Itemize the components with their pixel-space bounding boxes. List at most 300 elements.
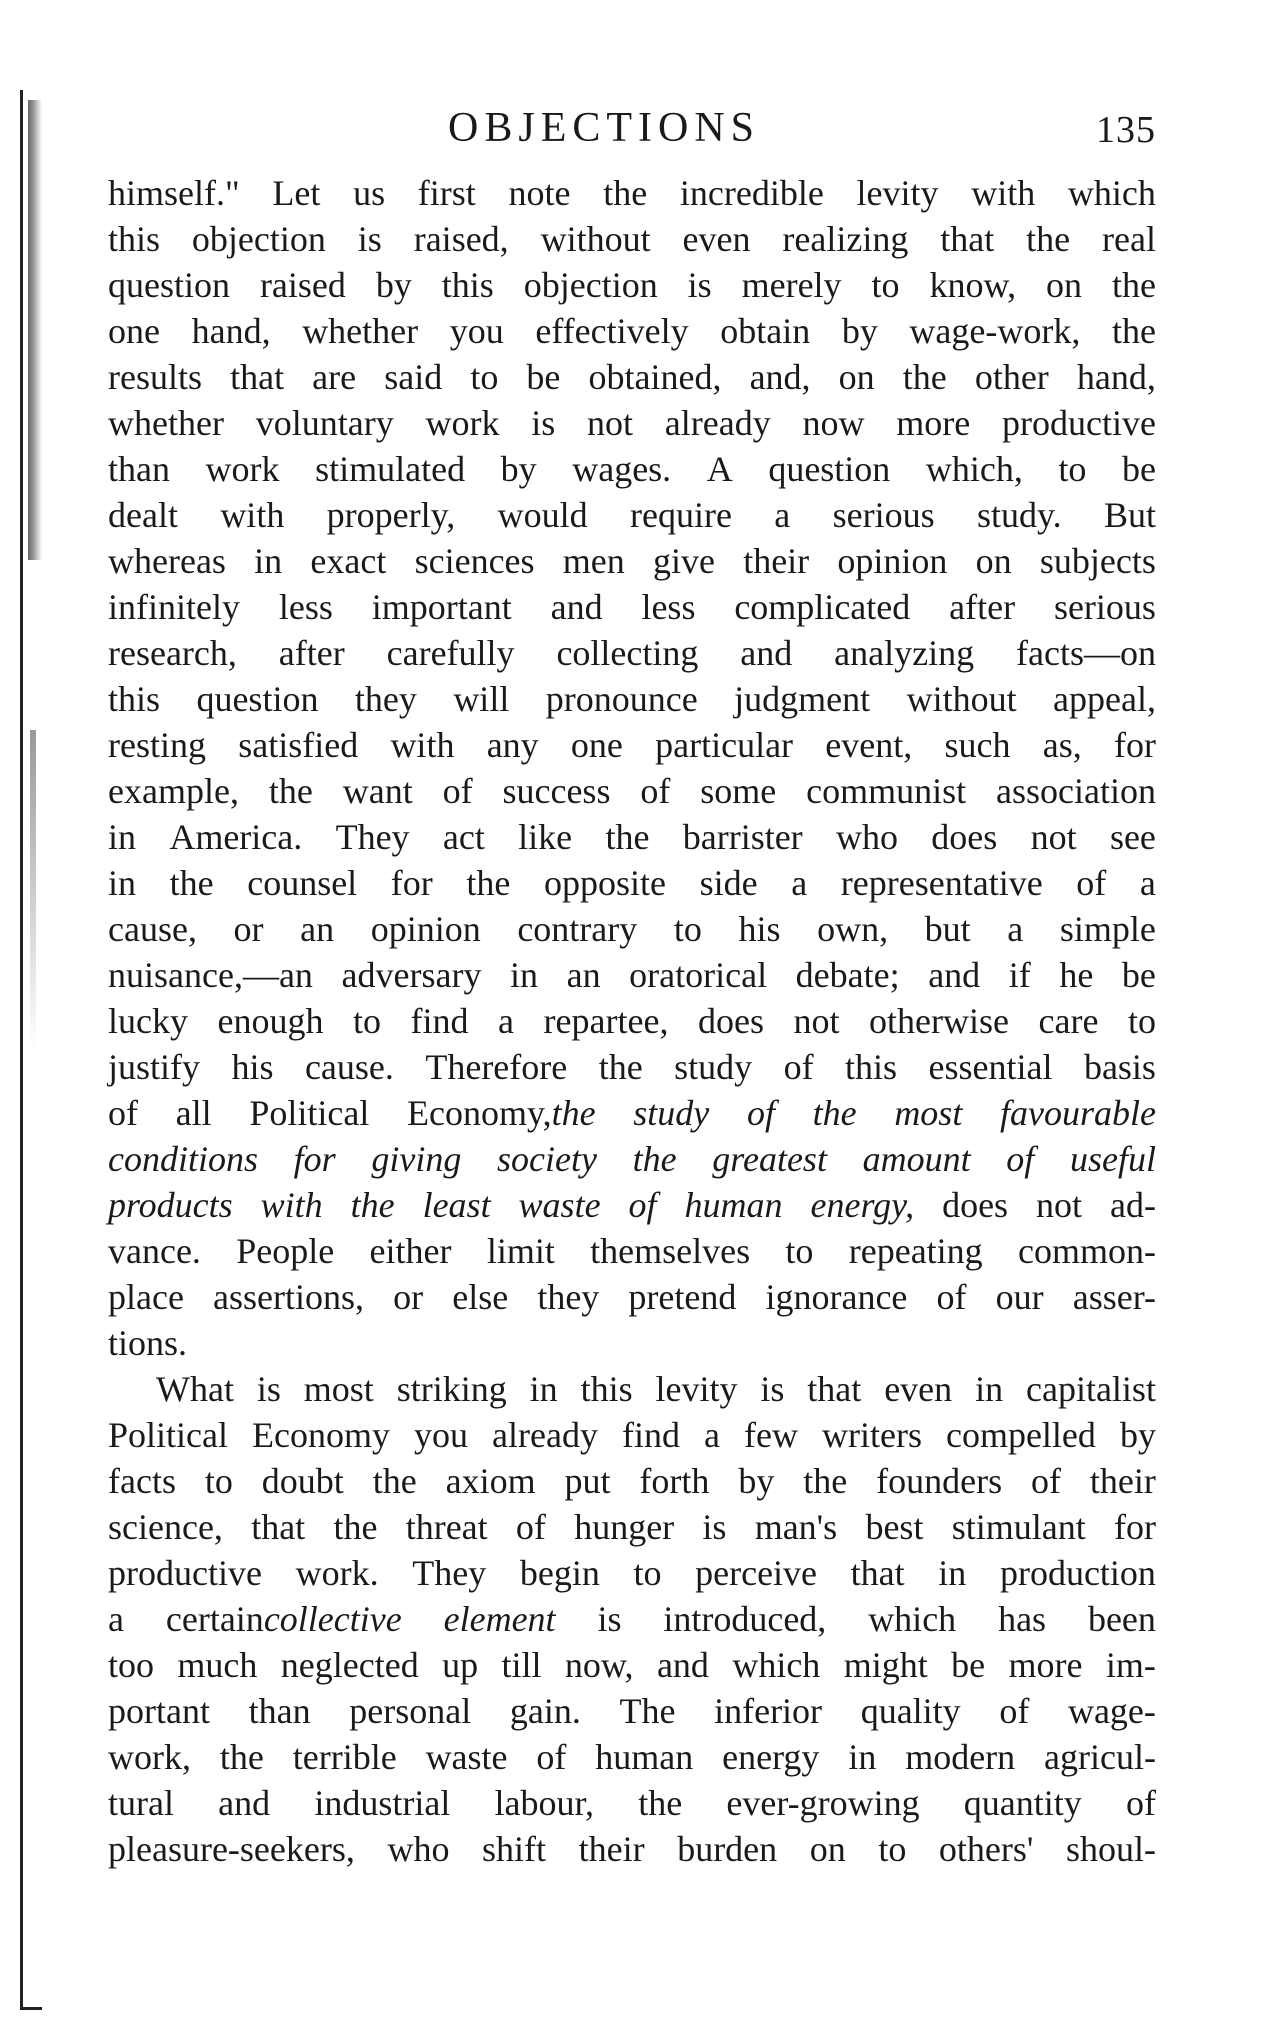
word: repeating [848, 1231, 983, 1271]
paragraph [108, 1366, 1156, 1872]
word: one [570, 725, 623, 765]
word: care [1038, 1001, 1099, 1041]
word: of [999, 1691, 1030, 1731]
word: if [1008, 955, 1031, 995]
word: on [809, 1829, 846, 1869]
word: raised [259, 265, 346, 305]
text-line [108, 170, 1156, 216]
word: is [531, 403, 556, 443]
word: else [452, 1277, 509, 1317]
word: which [732, 1645, 821, 1685]
word: opinion [837, 541, 948, 581]
word: quality [860, 1691, 961, 1731]
word: particular [655, 725, 794, 765]
word: on [975, 541, 1012, 581]
word: not [1030, 817, 1077, 857]
word: element [443, 1599, 556, 1639]
word: forth [639, 1461, 710, 1501]
binding-edge [20, 90, 50, 2010]
word: now [802, 403, 865, 443]
word: be [526, 357, 561, 397]
word: that [230, 357, 285, 397]
word: modern [905, 1737, 1016, 1777]
word: portant [108, 1691, 210, 1731]
word: counsel [247, 863, 358, 903]
word: in [848, 1737, 877, 1777]
word: all [175, 1093, 212, 1133]
text-line [108, 1826, 1156, 1872]
word: of [746, 1093, 775, 1133]
word: note [508, 173, 571, 213]
word: does [942, 1185, 1009, 1225]
word: already [664, 403, 771, 443]
word: satisfied [238, 725, 359, 765]
word: association [996, 771, 1156, 811]
word: essential [928, 1047, 1053, 1087]
word: of [640, 771, 671, 811]
text-line [108, 584, 1156, 630]
word: to [673, 909, 702, 949]
text-line [108, 1734, 1156, 1780]
word: facts [108, 1461, 176, 1501]
word: for [293, 1139, 336, 1179]
word: our [995, 1277, 1044, 1317]
word: is [702, 1507, 727, 1547]
word: stimulant [951, 1507, 1086, 1547]
word: even [884, 1369, 953, 1409]
word: that [850, 1553, 905, 1593]
word: hand, [1076, 357, 1156, 397]
word: success [502, 771, 611, 811]
word: merely [741, 265, 842, 305]
word: to [1127, 1001, 1156, 1041]
word: repartee, [543, 1001, 669, 1041]
word: of [515, 1507, 546, 1547]
word: giving [371, 1139, 462, 1179]
word: either [369, 1231, 452, 1271]
word: to [204, 1461, 233, 1501]
text-line [108, 1274, 1156, 1320]
word: would [497, 495, 588, 535]
word: the [1111, 311, 1156, 351]
word: What [156, 1369, 234, 1409]
word: in [108, 863, 137, 903]
word: properly, [326, 495, 456, 535]
text-line [108, 1044, 1156, 1090]
word: as, [1042, 725, 1082, 765]
word: like [518, 817, 573, 857]
word: after [278, 633, 345, 673]
word: is [687, 265, 712, 305]
word: the [902, 357, 947, 397]
word: industrial [314, 1783, 451, 1823]
binding-shadow-lower [30, 730, 36, 1050]
word: been [1087, 1599, 1156, 1639]
word: but [924, 909, 971, 949]
text-line [108, 354, 1156, 400]
text-line [108, 860, 1156, 906]
word: pretend [628, 1277, 737, 1317]
word: a [791, 863, 808, 903]
word: this [845, 1047, 898, 1087]
word: research, [108, 633, 237, 673]
word: whether [302, 311, 419, 351]
word: this [441, 265, 494, 305]
word: the [603, 173, 648, 213]
word: study. [976, 495, 1062, 535]
word: incredible [679, 173, 824, 213]
word: human [595, 1737, 694, 1777]
word: this [108, 679, 161, 719]
word: with [220, 495, 285, 535]
word: the [372, 1461, 417, 1501]
word: men [562, 541, 625, 581]
word: cause. [304, 1047, 394, 1087]
word: work [425, 403, 500, 443]
word: greatest [712, 1139, 827, 1179]
word: lucky [108, 1001, 188, 1041]
word: of [1125, 1783, 1156, 1823]
word: im- [1105, 1645, 1156, 1685]
word: said [384, 357, 443, 397]
word: be [1122, 449, 1156, 489]
word: in [938, 1553, 967, 1593]
word: whereas [108, 541, 226, 581]
word: shift [482, 1829, 547, 1869]
word: sciences [414, 541, 535, 581]
word: certaincollective [165, 1599, 402, 1639]
text-line [108, 1412, 1156, 1458]
word: to [633, 1553, 662, 1593]
word: of [1076, 863, 1107, 903]
word: simple [1059, 909, 1156, 949]
word: complicated [734, 587, 911, 627]
text-line [108, 1458, 1156, 1504]
word: with [390, 725, 455, 765]
word: you [414, 1415, 469, 1455]
word: science, [108, 1507, 223, 1547]
text-line [108, 768, 1156, 814]
text-line [108, 492, 1156, 538]
text-line [108, 906, 1156, 952]
word: and [928, 955, 981, 995]
word: himself." [108, 173, 240, 213]
word: burden [677, 1829, 778, 1869]
word: barrister [682, 817, 803, 857]
word: a [704, 1415, 720, 1455]
word: study [674, 1047, 753, 1087]
word: has [998, 1599, 1047, 1639]
word: to [353, 1001, 382, 1041]
text-line [108, 400, 1156, 446]
word: by [841, 311, 878, 351]
word: by [500, 449, 537, 489]
word: their [578, 1829, 645, 1869]
word: and [740, 633, 793, 673]
text-line [108, 1320, 1156, 1366]
word: give [652, 541, 715, 581]
word: and [218, 1783, 271, 1823]
word: They [335, 817, 410, 857]
word: side [699, 863, 758, 903]
word: the [812, 1093, 857, 1133]
word: assertions, [213, 1277, 365, 1317]
word: People [236, 1231, 335, 1271]
word: with [971, 173, 1036, 213]
word: study [633, 1093, 710, 1133]
word: personal [349, 1691, 472, 1731]
running-head [108, 104, 1156, 154]
word: see [1109, 817, 1156, 857]
word: by [738, 1461, 775, 1501]
word: most [303, 1369, 374, 1409]
word: ad- [1110, 1185, 1156, 1225]
word: is [357, 219, 382, 259]
word: America. [169, 817, 303, 857]
word: the [1111, 265, 1156, 305]
word: than [108, 449, 170, 489]
word: of [536, 1737, 567, 1777]
word: in [975, 1369, 1004, 1409]
word: serious [832, 495, 935, 535]
word: otherwise [869, 1001, 1009, 1041]
word: wage-work, [909, 311, 1081, 351]
word: representative [840, 863, 1043, 903]
word: till [501, 1645, 542, 1685]
word: voluntary [255, 403, 394, 443]
word: or [233, 909, 264, 949]
word: a [108, 1599, 124, 1639]
running-head-title: OBJECTIONS [448, 105, 761, 151]
word: want [342, 771, 413, 811]
word: one [108, 311, 160, 351]
text-line [108, 1596, 1156, 1642]
word: common- [1018, 1231, 1156, 1271]
word: are [312, 357, 357, 397]
word: of [442, 771, 473, 811]
word: productive [108, 1553, 262, 1593]
word: effectively [535, 311, 689, 351]
word: find [410, 1001, 469, 1041]
word: own, [817, 909, 889, 949]
word: few [744, 1415, 798, 1455]
text-line [108, 538, 1156, 584]
text-line [108, 1642, 1156, 1688]
text-line [108, 998, 1156, 1044]
word: shoul- [1065, 1829, 1156, 1869]
word: Economy,the [407, 1093, 596, 1133]
word: founders [876, 1461, 1003, 1501]
word: does [931, 817, 998, 857]
word: waste [518, 1185, 601, 1225]
word: oratorical [629, 955, 768, 995]
word: the [803, 1461, 848, 1501]
word: find [621, 1415, 680, 1455]
word: to [1058, 449, 1087, 489]
word: themselves [590, 1231, 751, 1271]
word: of [108, 1093, 138, 1133]
word: he [1059, 955, 1094, 995]
word: any [486, 725, 539, 765]
text-line [108, 814, 1156, 860]
text-line [108, 1780, 1156, 1826]
word: justify [108, 1047, 201, 1087]
word: us [353, 173, 386, 213]
word: too [108, 1645, 155, 1685]
text-line [108, 308, 1156, 354]
word: labour, [494, 1783, 595, 1823]
word: not [793, 1001, 840, 1041]
word: to [785, 1231, 814, 1271]
word: subjects [1039, 541, 1156, 581]
word: resting [108, 725, 206, 765]
word: wage- [1067, 1691, 1156, 1731]
word: less [278, 587, 333, 627]
word: facts—on [1016, 633, 1156, 673]
word: best [865, 1507, 924, 1547]
word: important [371, 587, 512, 627]
word: in [510, 955, 539, 995]
word: this [108, 219, 161, 259]
word: now, [564, 1645, 634, 1685]
word: compelled [945, 1415, 1096, 1455]
word: with [260, 1185, 323, 1225]
word: be [951, 1645, 986, 1685]
word: quantity [963, 1783, 1082, 1823]
word: and [550, 587, 603, 627]
word: human [684, 1185, 783, 1225]
word: to [470, 357, 499, 397]
word: hand, [191, 311, 271, 351]
text-line [108, 1688, 1156, 1734]
word: products [108, 1185, 233, 1225]
word: that [251, 1507, 306, 1547]
word: event, [825, 725, 913, 765]
word: begin [519, 1553, 600, 1593]
word: serious [1053, 587, 1156, 627]
word: production [999, 1553, 1156, 1593]
word: debate; [795, 955, 900, 995]
word: their [743, 541, 810, 581]
word: the [350, 1185, 395, 1225]
word: adversary [341, 955, 482, 995]
word: the [638, 1783, 683, 1823]
word: which [868, 1599, 957, 1639]
word: without [906, 679, 1017, 719]
word: on [838, 357, 875, 397]
word: Political [249, 1093, 370, 1133]
word: They [412, 1553, 487, 1593]
word: which, [925, 449, 1023, 489]
word: the [169, 863, 214, 903]
word: neglected [280, 1645, 419, 1685]
word: favourable [1000, 1093, 1156, 1133]
word: to [871, 265, 900, 305]
word: much [177, 1645, 258, 1685]
word: Economy [252, 1415, 390, 1455]
word: might [843, 1645, 928, 1685]
word: analyzing [834, 633, 975, 673]
word: hunger [574, 1507, 675, 1547]
word: and, [749, 357, 811, 397]
word: other [974, 357, 1049, 397]
word: capitalist [1025, 1369, 1156, 1409]
word: useful [1069, 1139, 1156, 1179]
word: pronounce [545, 679, 698, 719]
word: a [1139, 863, 1156, 903]
word: who [835, 817, 898, 857]
word: tural [108, 1783, 174, 1823]
word: cause, [108, 909, 197, 949]
word: man's [754, 1507, 838, 1547]
word: more [1008, 1645, 1083, 1685]
body-text [108, 170, 1156, 1872]
word: even [682, 219, 751, 259]
word: by [1119, 1415, 1156, 1455]
paragraph [108, 170, 1156, 1366]
word: nuisance,—an [108, 955, 313, 995]
word: judgment [734, 679, 871, 719]
word: collecting [556, 633, 699, 673]
word: of [783, 1047, 814, 1087]
word: perceive [695, 1553, 818, 1593]
text-line [108, 1090, 1156, 1136]
word: appeal, [1053, 679, 1156, 719]
word: real [1102, 219, 1156, 259]
word: by [375, 265, 412, 305]
text-line [108, 722, 1156, 768]
word: require [629, 495, 732, 535]
word: productive [1002, 403, 1156, 443]
word: in [254, 541, 283, 581]
word: in [529, 1369, 558, 1409]
text-line [108, 216, 1156, 262]
word: work, [108, 1737, 191, 1777]
word: place [108, 1277, 184, 1317]
word: Therefore [425, 1047, 568, 1087]
word: of [1006, 1139, 1035, 1179]
word: of [1030, 1461, 1061, 1501]
word: will [453, 679, 510, 719]
word: opposite [543, 863, 666, 903]
text-line [108, 630, 1156, 676]
binding-rule [20, 90, 23, 2010]
word: that [807, 1369, 862, 1409]
word: objection [523, 265, 658, 305]
page-number: 135 [1096, 109, 1156, 151]
word: without [540, 219, 651, 259]
word: communist [806, 771, 967, 811]
text-line [108, 446, 1156, 492]
word: gain. [509, 1691, 581, 1731]
text-line [108, 262, 1156, 308]
word: ignorance [765, 1277, 908, 1317]
word: Political [108, 1415, 228, 1455]
word: that [940, 219, 995, 259]
word: agricul- [1044, 1737, 1156, 1777]
word: striking [396, 1369, 507, 1409]
word: they [354, 679, 417, 719]
word: they [537, 1277, 600, 1317]
word: obtain [720, 311, 811, 351]
word: to [878, 1829, 907, 1869]
word: question [108, 265, 230, 305]
word: obtained, [588, 357, 722, 397]
word: act [442, 817, 485, 857]
word: be [1121, 955, 1156, 995]
word: for [1113, 725, 1156, 765]
word: a [774, 495, 791, 535]
